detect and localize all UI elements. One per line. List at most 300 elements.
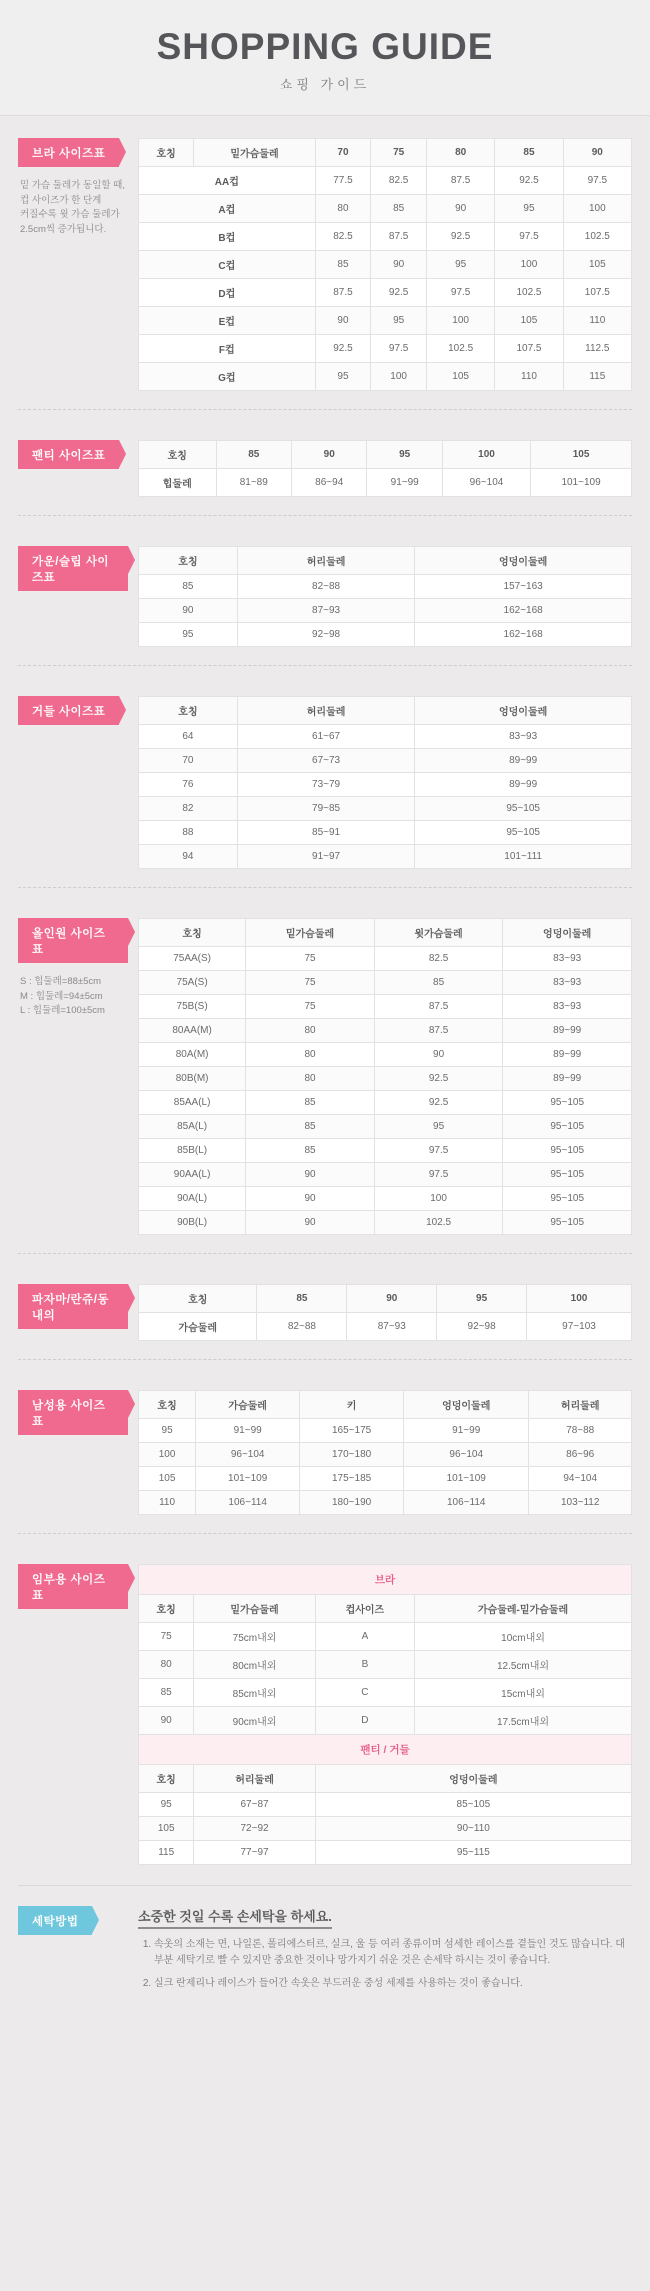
girdle-tag: 거들 사이즈표 [18,696,119,725]
table-header-row [139,441,632,469]
table-cell: 162~168 [415,599,632,623]
allinone-table-wrap [138,918,632,1235]
table-row [139,599,632,623]
table-cell: B컵 [139,223,316,251]
table-cell: 90 [139,1707,194,1735]
table-cell: 165~175 [300,1419,404,1443]
list-item: 2. 실크 란제리나 레이스가 들어간 속옷은 부드러운 중성 세제를 사용하는 것이 좋습니다. [154,1976,632,1992]
column-header-2: 엉덩이둘레 [315,1765,631,1793]
table-cell: E컵 [139,307,316,335]
girdle-size-table [138,696,632,869]
section-bra [0,116,650,401]
gown-table-wrap [138,546,632,647]
table-cell: 105 [139,1817,194,1841]
column-header-1: 85 [257,1285,347,1313]
table-cell: 80 [139,1651,194,1679]
table-cell: 92~98 [237,623,414,647]
table-cell: 112.5 [563,335,631,363]
bra-th-0: 호칭 [139,139,194,167]
table-row [139,1067,632,1091]
table-cell: 75AA(S) [139,947,246,971]
girdle-left-column [18,696,138,725]
table-cell: 82.5 [315,223,371,251]
panty-size-table [138,440,632,497]
list-item: 1. 속옷의 소재는 면, 나일론, 폴리에스터르, 실크, 울 등 여러 종류이며 섬세한 레이스를 곁들인 것도 많습니다. 대부분 세탁기로 빨 수 있지만 중요한 것이나 망가지기 쉬운 것은 손세탁 하시는 것이 좋습니다. [154,1937,632,1969]
table-cell: 87.5 [371,223,427,251]
table-cell: 90B(L) [139,1211,246,1235]
table-cell: 101~111 [415,845,632,869]
page-title: SHOPPING GUIDE [156,26,494,67]
column-header-2: 엉덩이둘레 [415,547,632,575]
table-cell: 95 [495,195,563,223]
table-cell: 85 [371,195,427,223]
table-row [139,195,632,223]
divider [18,1253,632,1254]
table-cell: 91~99 [367,469,442,497]
table-cell: 90 [139,599,238,623]
maternity-size-table [138,1564,632,1865]
table-row [139,1817,632,1841]
table-cell: 90~110 [315,1817,631,1841]
table-cell: 95~105 [503,1091,632,1115]
table-cell: 95~105 [415,821,632,845]
table-cell: 75 [246,947,375,971]
table-cell: 83~93 [503,995,632,1019]
section-girdle [0,674,650,879]
table-cell: 78~88 [529,1419,632,1443]
table-cell: D컵 [139,279,316,307]
table-cell: 75 [246,995,375,1019]
table-cell: 90 [374,1043,503,1067]
table-cell: 85A(L) [139,1115,246,1139]
washing-tag: 세탁방법 [18,1906,92,1935]
table-cell: 105 [139,1467,196,1491]
table-cell: 102.5 [374,1211,503,1235]
table-row [139,1313,632,1341]
table-cell: 97.5 [563,167,631,195]
washing-title: 소중한 것일 수록 손세탁을 하세요. [138,1906,332,1929]
allinone-size-table [138,918,632,1235]
table-cell: 75B(S) [139,995,246,1019]
table-cell: AA컵 [139,167,316,195]
table-cell: 91~97 [237,845,414,869]
table-cell: 92.5 [315,335,371,363]
table-cell: 100 [563,195,631,223]
table-cell: 101~109 [404,1467,529,1491]
table-cell: 85 [374,971,503,995]
table-cell: 94~104 [529,1467,632,1491]
table-row [139,1139,632,1163]
table-row [139,1467,632,1491]
gown-size-table [138,546,632,647]
column-header-2: 90 [291,441,366,469]
table-row [139,1019,632,1043]
table-cell: C컵 [139,251,316,279]
maternity-bra-banner: 브라 [139,1565,632,1595]
table-cell: 107.5 [495,335,563,363]
table-cell: 85 [139,1679,194,1707]
table-cell: 82.5 [371,167,427,195]
table-cell: 90 [246,1187,375,1211]
table-cell: 95~105 [503,1115,632,1139]
table-cell: 75 [246,971,375,995]
table-cell: 85 [139,575,238,599]
table-cell: 72~92 [194,1817,315,1841]
allinone-note-line-3: L : 힙둘레=100±5cm [20,1005,105,1017]
table-row [139,1163,632,1187]
table-row [139,797,632,821]
table-cell: 82~88 [237,575,414,599]
column-header-0: 호칭 [139,697,238,725]
table-cell: 95 [371,307,427,335]
table-cell: 83~93 [503,947,632,971]
column-header-1: 허리둘레 [194,1765,315,1793]
maternity-panty-banner: 팬티 / 거들 [139,1735,632,1765]
table-cell: 95 [139,1793,194,1817]
pajama-tag: 파자마/란쥬/동내의 [18,1284,128,1329]
table-cell: 90cm내외 [194,1707,315,1735]
table-cell: 100 [371,363,427,391]
table-row [139,223,632,251]
section-pajama [0,1262,650,1351]
panty-table-wrap [138,440,632,497]
table-row [139,773,632,797]
divider [18,1359,632,1360]
table-cell: 96~104 [404,1443,529,1467]
table-cell: D [315,1707,414,1735]
column-header-0: 호칭 [139,441,217,469]
table-cell: 80A(M) [139,1043,246,1067]
table-cell: 92.5 [374,1067,503,1091]
table-row [139,279,632,307]
table-cell: 89~99 [503,1067,632,1091]
table-cell: 75cm내외 [194,1623,315,1651]
table-cell: 96~104 [196,1443,300,1467]
table-header-row [139,1285,632,1313]
table-header-row [139,1765,632,1793]
table-cell: 80AA(M) [139,1019,246,1043]
section-men [0,1368,650,1525]
table-cell: 106~114 [196,1491,300,1515]
table-header-row [139,697,632,725]
table-header-row [139,139,632,167]
table-cell: 80 [246,1019,375,1043]
section-panty [0,418,650,507]
girdle-table-wrap [138,696,632,869]
table-cell: 87.5 [315,279,371,307]
table-cell: 107.5 [563,279,631,307]
column-header-1: 85 [216,441,291,469]
table-cell: 115 [139,1841,194,1865]
table-cell: 82 [139,797,238,821]
column-header-3: 엉덩이둘레 [404,1391,529,1419]
column-header-0: 호칭 [139,1595,194,1623]
table-cell: 83~93 [503,971,632,995]
table-row [139,469,632,497]
maternity-left-column [18,1564,138,1609]
table-cell: 75 [139,1623,194,1651]
table-cell: 64 [139,725,238,749]
men-table-wrap [138,1390,632,1515]
table-cell: 80B(M) [139,1067,246,1091]
column-header-3: 95 [437,1285,527,1313]
bra-tag: 브라 사이즈표 [18,138,119,167]
section-allinone [0,896,650,1245]
table-row [139,363,632,391]
table-cell: 85 [246,1115,375,1139]
table-cell: 85cm내외 [194,1679,315,1707]
table-cell: 102.5 [426,335,494,363]
table-cell: 73~79 [237,773,414,797]
table-row [139,1679,632,1707]
column-header-4: 100 [527,1285,632,1313]
bra-note-line-2: 컵 사이즈가 한 단계 [20,194,102,206]
table-row [139,1211,632,1235]
table-cell: 95 [139,1419,196,1443]
table-cell: 102.5 [495,279,563,307]
table-cell: 80cm내외 [194,1651,315,1679]
maternity-panty-banner-row [139,1735,632,1765]
table-row [139,1419,632,1443]
table-cell: 95~105 [503,1139,632,1163]
table-cell: 87.5 [374,1019,503,1043]
table-cell: 170~180 [300,1443,404,1467]
table-row [139,995,632,1019]
table-row [139,725,632,749]
table-row [139,167,632,195]
allinone-note-line-1: S : 힙둘레=88±5cm [20,976,102,987]
bra-th-6: 90 [563,139,631,167]
column-header-0: 호칭 [139,919,246,947]
table-cell: 95 [139,623,238,647]
table-cell: 175~185 [300,1467,404,1491]
table-row [139,1187,632,1211]
page-header [0,0,650,116]
table-cell: 86~96 [529,1443,632,1467]
allinone-note-line-2: M : 힙둘레=94±5cm [20,990,103,1002]
table-cell: 90AA(L) [139,1163,246,1187]
table-header-row [139,1391,632,1419]
table-cell: 85 [315,251,371,279]
table-cell: 100 [495,251,563,279]
men-size-table [138,1390,632,1515]
table-cell: 85AA(L) [139,1091,246,1115]
table-cell: 95 [374,1115,503,1139]
table-cell: 92.5 [495,167,563,195]
table-row [139,623,632,647]
table-cell: 92.5 [374,1091,503,1115]
page-subtitle: 쇼핑 가이드 [279,77,371,92]
table-row [139,845,632,869]
allinone-left-column [18,918,138,1019]
table-cell: 70 [139,749,238,773]
table-cell: 105 [495,307,563,335]
divider [18,665,632,666]
gown-tag: 가운/슬립 사이즈표 [18,546,128,591]
table-cell: 90 [315,307,371,335]
table-cell: 110 [495,363,563,391]
table-cell: 92.5 [426,223,494,251]
column-header-2: 컵사이즈 [315,1595,414,1623]
table-row [139,575,632,599]
table-cell: G컵 [139,363,316,391]
column-header-0: 호칭 [139,1765,194,1793]
washing-left-column [18,1906,138,1935]
bra-note [18,179,128,238]
table-cell: 105 [563,251,631,279]
divider [18,515,632,516]
table-row [139,1091,632,1115]
table-cell: 115 [563,363,631,391]
table-row [139,1623,632,1651]
men-tag: 남성용 사이즈표 [18,1390,128,1435]
table-cell: 97.5 [495,223,563,251]
pajama-table-wrap [138,1284,632,1341]
table-cell: A컵 [139,195,316,223]
section-maternity [0,1542,650,1875]
column-header-5: 105 [531,441,632,469]
table-cell: 67~87 [194,1793,315,1817]
table-cell: 95~105 [503,1187,632,1211]
table-cell: 103~112 [529,1491,632,1515]
table-cell: 90 [246,1211,375,1235]
table-row [139,749,632,773]
column-header-4: 허리둘레 [529,1391,632,1419]
table-cell: 95~105 [503,1163,632,1187]
table-cell: 110 [139,1491,196,1515]
panty-tag: 팬티 사이즈표 [18,440,119,469]
table-row [139,971,632,995]
bra-size-table [138,138,632,391]
bra-th-3: 75 [371,139,427,167]
table-cell: 86~94 [291,469,366,497]
table-cell: 85 [246,1091,375,1115]
column-header-0: 호칭 [139,547,238,575]
bra-th-5: 85 [495,139,563,167]
table-cell: 106~114 [404,1491,529,1515]
table-row [139,821,632,845]
table-cell: 95~105 [415,797,632,821]
column-header-0: 호칭 [139,1285,257,1313]
table-header-row [139,1595,632,1623]
table-cell: 95 [315,363,371,391]
table-cell: C [315,1679,414,1707]
pajama-size-table [138,1284,632,1341]
table-cell: 83~93 [415,725,632,749]
table-cell: 96~104 [442,469,530,497]
washing-content [138,1906,632,1999]
table-row [139,307,632,335]
table-cell: 89~99 [415,773,632,797]
table-cell: 100 [139,1443,196,1467]
table-cell: A [315,1623,414,1651]
table-cell: 85~91 [237,821,414,845]
table-cell: 80 [246,1067,375,1091]
allinone-tag: 올인원 사이즈표 [18,918,128,963]
table-cell: 87~93 [237,599,414,623]
table-row [139,1793,632,1817]
section-washing [0,1886,650,2025]
table-header-row [139,919,632,947]
column-header-2: 90 [347,1285,437,1313]
maternity-table-wrap [138,1564,632,1865]
table-row [139,335,632,363]
washing-list [138,1937,632,1992]
table-cell: 10cm내외 [415,1623,632,1651]
section-gown [0,524,650,657]
table-cell: 100 [374,1187,503,1211]
table-row [139,1841,632,1865]
table-row [139,1651,632,1679]
table-cell: 89~99 [503,1043,632,1067]
table-cell: 89~99 [415,749,632,773]
table-row [139,1707,632,1735]
table-row [139,1115,632,1139]
table-cell: 91~99 [404,1419,529,1443]
table-cell: 가슴둘레 [139,1313,257,1341]
bra-note-line-3: 커질수록 윗 가슴 둘레가 [20,209,120,221]
divider [18,887,632,888]
column-header-3: 엉덩이둘레 [503,919,632,947]
table-cell: 97.5 [426,279,494,307]
column-header-2: 엉덩이둘레 [415,697,632,725]
bra-note-line-4: 2.5cm씩 증가됩니다. [20,224,107,236]
bra-table-wrap [138,138,632,391]
table-cell: 97.5 [374,1139,503,1163]
table-cell: 97.5 [374,1163,503,1187]
gown-left-column [18,546,138,591]
table-cell: 92.5 [371,279,427,307]
table-cell: 80 [315,195,371,223]
bra-note-line-1: 밑 가슴 둘레가 동일할 때, [20,180,125,191]
table-cell: 85B(L) [139,1139,246,1163]
table-cell: 61~67 [237,725,414,749]
table-cell: 85 [246,1139,375,1163]
table-cell: 157~163 [415,575,632,599]
table-cell: 힙둘레 [139,469,217,497]
table-cell: 180~190 [300,1491,404,1515]
table-cell: 90 [426,195,494,223]
panty-left-column [18,440,138,469]
table-cell: 97~103 [527,1313,632,1341]
table-cell: 89~99 [503,1019,632,1043]
table-cell: 82.5 [374,947,503,971]
column-header-2: 윗가슴둘레 [374,919,503,947]
table-cell: 87.5 [426,167,494,195]
table-row [139,947,632,971]
table-cell: 87~93 [347,1313,437,1341]
table-row [139,1491,632,1515]
divider [18,409,632,410]
table-cell: 97.5 [371,335,427,363]
table-cell: 79~85 [237,797,414,821]
column-header-1: 밑가슴둘레 [246,919,375,947]
table-cell: 100 [426,307,494,335]
column-header-0: 호칭 [139,1391,196,1419]
table-row [139,1043,632,1067]
pajama-left-column [18,1284,138,1329]
table-cell: 12.5cm내외 [415,1651,632,1679]
table-cell: 101~109 [196,1467,300,1491]
table-cell: 162~168 [415,623,632,647]
table-cell: 95~115 [315,1841,631,1865]
table-cell: 95 [426,251,494,279]
table-cell: 88 [139,821,238,845]
table-cell: 90A(L) [139,1187,246,1211]
column-header-2: 키 [300,1391,404,1419]
table-cell: 77.5 [315,167,371,195]
table-cell: 17.5cm내외 [415,1707,632,1735]
